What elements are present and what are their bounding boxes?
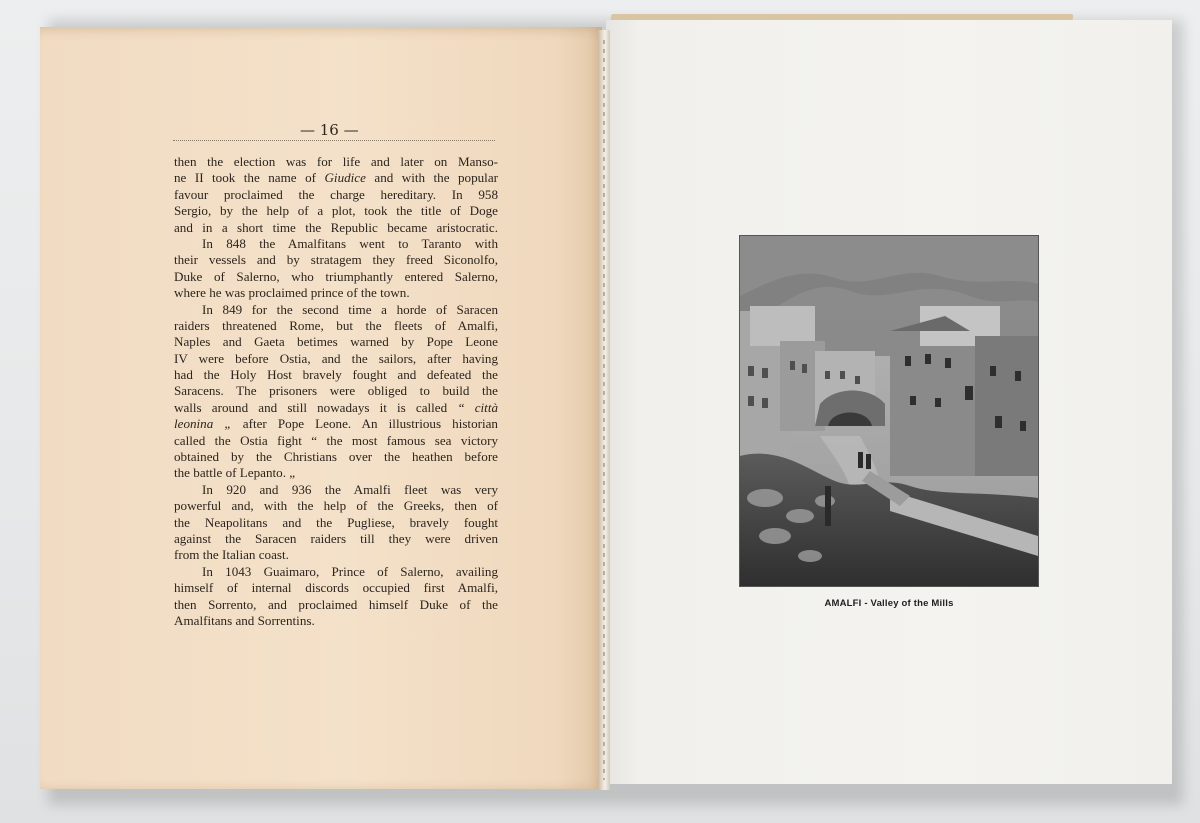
photo-illustration bbox=[740, 236, 1038, 586]
text-line: Saracens. The prisoners were obliged to build the bbox=[174, 383, 498, 399]
italic-term-leonina: leonina „ bbox=[174, 416, 232, 432]
text-line: from the Italian coast. bbox=[174, 547, 289, 563]
text-segment: after Pope Leone. An illustrious historian bbox=[231, 416, 498, 432]
text-line: In 848 the Amalfitans went to Taranto with bbox=[202, 235, 498, 251]
text-line: Naples and Gaeta betimes warned by Pope Leone bbox=[174, 334, 498, 350]
spine-stitching bbox=[603, 40, 605, 780]
text-segment: walls around and still nowadays it is called bbox=[174, 399, 458, 415]
text-line: Amalfitans and Sorrentins. bbox=[174, 612, 315, 628]
text-segment: ne II took the name of bbox=[174, 170, 325, 186]
text-line: where he was proclaimed prince of the town. bbox=[174, 285, 410, 301]
photo-caption: AMALFI - Valley of the Mills bbox=[824, 598, 954, 609]
text-line: and in a short time the Republic became aristocratic. bbox=[174, 219, 498, 235]
text-line: the battle of Lepanto. „ bbox=[174, 465, 296, 481]
text-line bbox=[174, 170, 498, 186]
text-line: Sergio, by the help of a plot, took the title of Doge bbox=[174, 203, 498, 219]
text-line: powerful and, with the help of the Greeks, then of bbox=[174, 498, 498, 514]
text-line: then the election was for life and later on Manso- bbox=[174, 154, 498, 169]
text-line: In 1043 Guaimaro, Prince of Salerno, availing bbox=[202, 563, 498, 579]
text-line bbox=[174, 416, 498, 432]
text-line: In 920 and 936 the Amalfi fleet was very bbox=[202, 481, 498, 497]
text-line: Duke of Salerno, who triumphantly entered Salerno, bbox=[174, 268, 498, 284]
text-line: obtained by the Christians over the heathen before bbox=[174, 449, 498, 465]
amalfi-photo bbox=[740, 236, 1038, 586]
text-line: raiders threatened Rome, but the fleets of Amalfi, bbox=[174, 317, 498, 333]
text-line: had the Holy Host bravely fought and defeated the bbox=[174, 367, 498, 383]
text-line: IV were before Ostia, and the sailors, after having bbox=[174, 350, 498, 366]
text-line: the Neapolitans and the Pugliese, bravely fought bbox=[174, 514, 498, 530]
text-line: himself of internal discords occupied first Amalfi, bbox=[174, 580, 498, 596]
text-line: then Sorrento, and proclaimed himself Duke of the bbox=[174, 596, 498, 612]
page-number: — 16 — bbox=[300, 121, 359, 139]
text-line: In 849 for the second time a horde of Saracen bbox=[202, 301, 498, 317]
italic-term-citta: “ città bbox=[457, 399, 499, 415]
text-segment: and with the popular bbox=[365, 170, 498, 186]
text-line: against the Saracen raiders till they were driven bbox=[174, 530, 498, 546]
text-line: called the Ostia fight “ the most famous sea victory bbox=[174, 432, 498, 448]
body-text bbox=[174, 154, 498, 629]
header-rule bbox=[173, 140, 495, 141]
text-line bbox=[174, 400, 498, 416]
text-line: favour proclaimed the charge hereditary. In 958 bbox=[174, 186, 498, 202]
text-line: their vessels and by stratagem they freed Siconolfo, bbox=[174, 252, 498, 268]
italic-term-giudice: Giudice bbox=[324, 170, 366, 186]
